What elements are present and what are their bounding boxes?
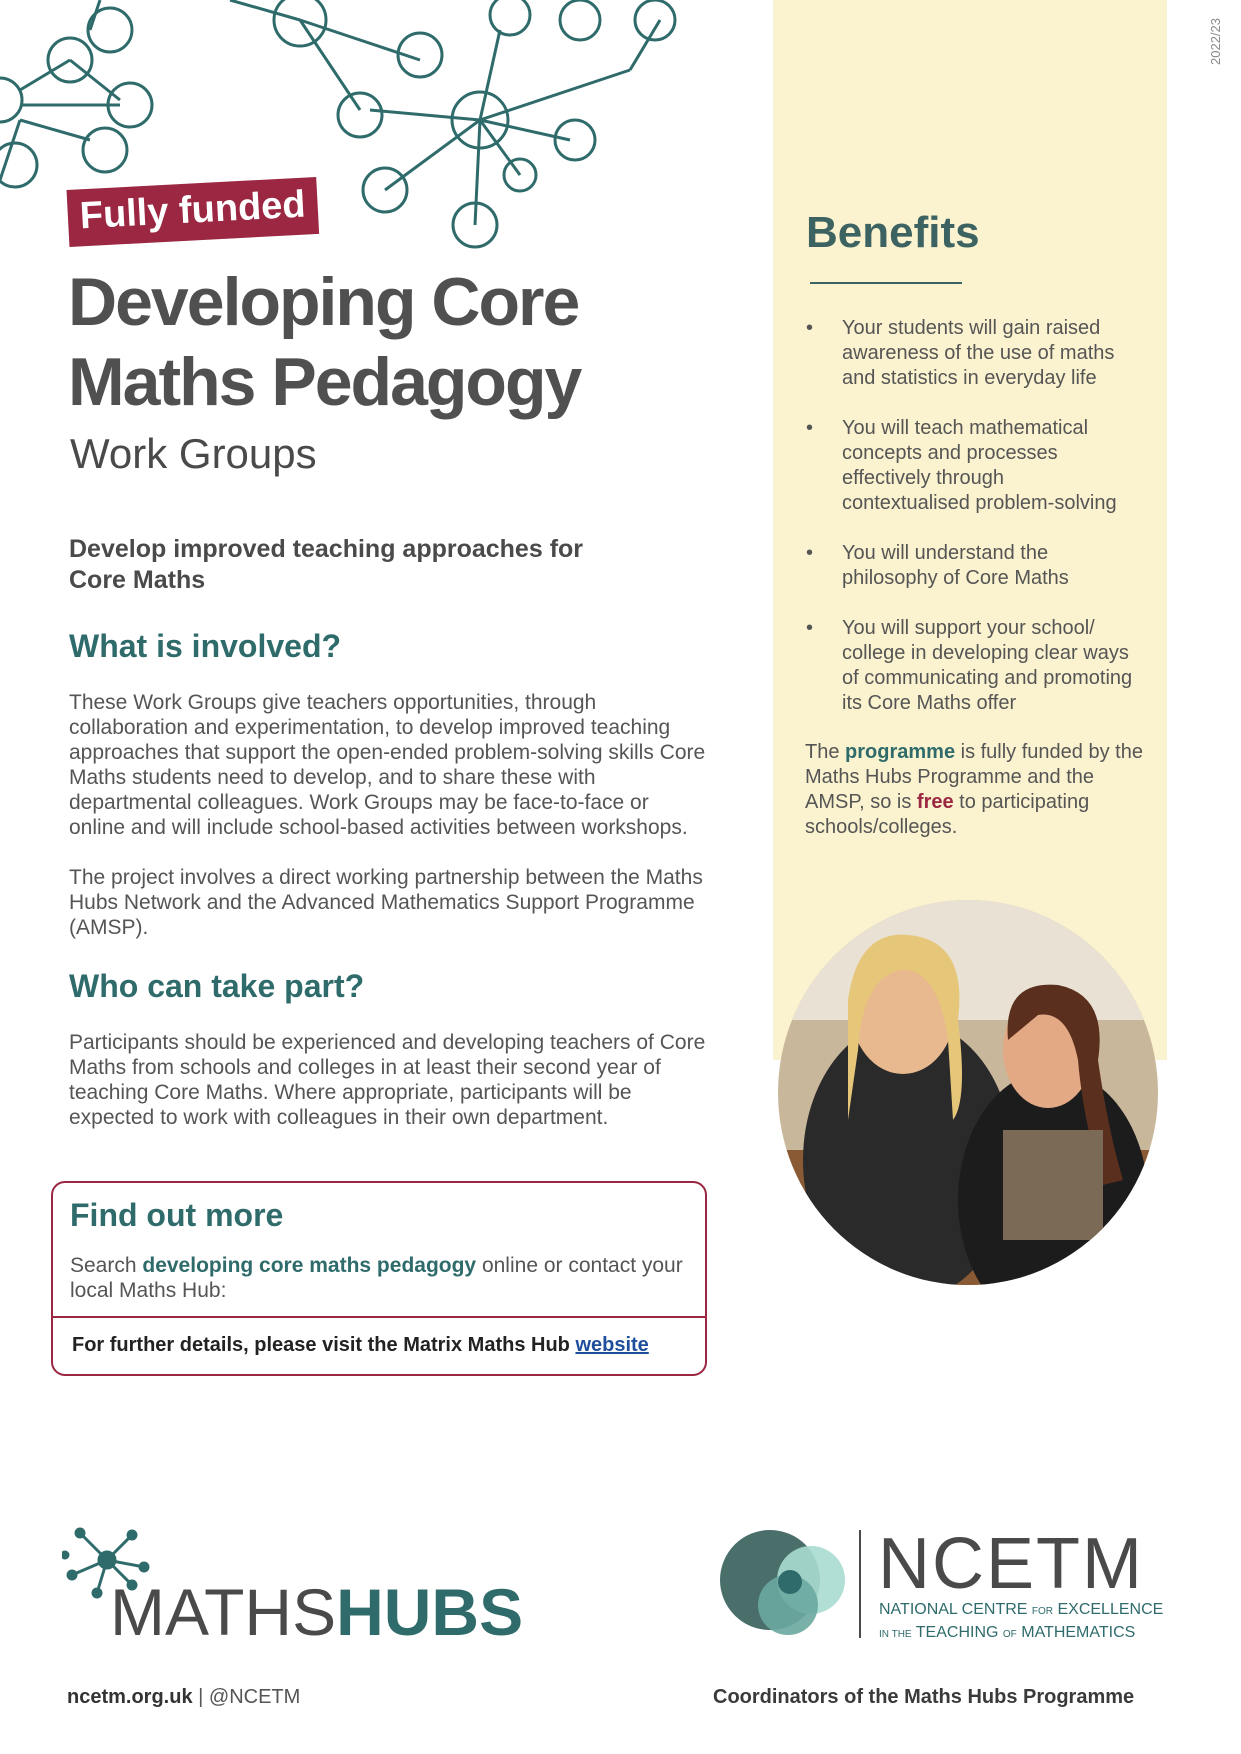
maths-hubs-icon <box>62 1525 522 1645</box>
involved-paragraph-2: The project involves a direct working partnership between the Maths Hubs Network and the Advanced Mathematics Support Programme (AMSP). <box>69 866 703 939</box>
ncetm-circles-icon <box>720 1530 845 1635</box>
benefits-title: Benefits <box>806 208 980 257</box>
further-details: For further details, please visit the Matrix Maths Hub website <box>72 1334 649 1356</box>
benefit-item: • You will understand the philosophy of Core Maths <box>806 541 1136 591</box>
find-heading: Find out more <box>70 1197 284 1233</box>
website-link[interactable]: website <box>575 1334 649 1356</box>
ncetm-wordmark: NCETM <box>878 1524 1144 1604</box>
year-label: 2022/23 <box>1208 18 1223 65</box>
title-line-1: Developing Core <box>68 264 579 340</box>
lead-text: Develop improved teaching approaches for Core Maths <box>69 535 584 594</box>
benefit-item: • You will teach mathematical concepts and processes effectively through contextualised problem-solving <box>806 416 1136 516</box>
title-line-2: Maths Pedagogy <box>68 344 581 420</box>
who-heading: Who can take part? <box>69 968 365 1004</box>
maths-hubs-logo <box>62 1525 522 1650</box>
who-paragraph: Participants should be experienced and developing teachers of Core Maths from schools and colleges in at least their second year of teaching Core Maths. Where appropriate, participants will be expected to work with colleagues in their own department. <box>69 1031 706 1129</box>
find-text: Search developing core maths pedagogy online or contact your local Maths Hub: <box>70 1254 683 1302</box>
ncetm-logo <box>718 1520 1178 1655</box>
page-title <box>68 262 708 422</box>
involved-paragraph-1: These Work Groups give teachers opportunities, through collaboration and experimentation, to develop improved teaching approaches that support the open-ended problem-solving skills Core Maths students need to develop, and to share these with departmental colleagues. Work Groups may be face-to-face or online and will include school-based activities between workshops. <box>69 691 706 839</box>
fully-funded-badge: Fully funded <box>67 177 320 247</box>
find-out-more-box <box>51 1181 707 1376</box>
programme-keyword: programme <box>845 741 956 763</box>
benefit-item: • You will support your school/ college in developing clear ways of communicating and promoting its Core Maths offer <box>806 616 1136 716</box>
footer-site[interactable]: ncetm.org.uk <box>67 1686 193 1708</box>
benefit-item: • Your students will gain raised awareness of the use of maths and statistics in everyday life <box>806 316 1136 391</box>
benefits-list <box>806 316 1136 741</box>
teachers-photo <box>778 900 1158 1285</box>
box-divider <box>53 1316 705 1318</box>
free-keyword: free <box>916 791 954 813</box>
svg-text:MATHSHUBS <box>110 1575 522 1645</box>
involved-heading: What is involved? <box>69 628 342 664</box>
page-subtitle: Work Groups <box>70 430 317 477</box>
footer-contact: ncetm.org.uk | @NCETM <box>67 1686 301 1708</box>
funding-note: The programme is fully funded by the Maths Hubs Programme and the AMSP, so is free to participating schools/colleges. <box>805 741 1143 838</box>
benefits-rule <box>810 282 962 284</box>
footer-coordinators: Coordinators of the Maths Hubs Programme <box>713 1686 1135 1708</box>
search-keyword: developing core maths pedagogy <box>142 1254 477 1277</box>
ncetm-tagline-2: IN THE TEACHING OF MATHEMATICS <box>879 1624 1136 1641</box>
logo-maths-text: MATHS <box>110 1575 337 1645</box>
footer-handle[interactable]: @NCETM <box>208 1686 301 1708</box>
ncetm-tagline-1: NATIONAL CENTRE FOR EXCELLENCE <box>879 1601 1164 1618</box>
logo-hubs-text: HUBS <box>336 1575 522 1645</box>
